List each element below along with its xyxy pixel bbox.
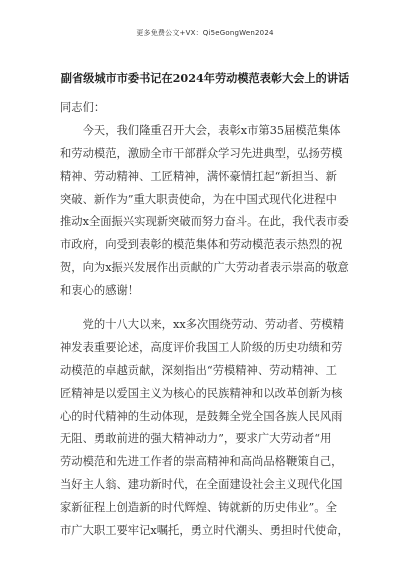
header-note: 更多免费公文+VX：Qi5eGongWen2024 <box>136 29 274 37</box>
paragraph-line: 推动x全面振兴实现新突破而努力奋斗。在此，我代表市委 <box>60 215 349 229</box>
paragraph-line: 突破、新作为”重大职责使命，为在中国式现代化进程中 <box>60 192 337 206</box>
paragraph-line: 贺，向为x振兴发展作出贡献的广大劳动者表示崇高的敬意 <box>60 261 349 275</box>
paragraph-line: 今天，我们隆重召开大会，表彰x市第35届模范集体 <box>60 123 341 137</box>
paragraph-line: 党的十八大以来，xx多次围绕劳动、劳动者、劳模精 <box>60 318 344 332</box>
paragraph-line: 市政府，向受到表彰的模范集体和劳动模范表示热烈的祝 <box>60 238 343 252</box>
paragraph-line: 精神、劳动精神、工匠精神，满怀豪情扛起“新担当、新 <box>60 169 337 183</box>
salutation: 同志们： <box>60 101 106 114</box>
paragraph-line: 当好主人翁、建功新时代，在全面建设社会主义现代化国 <box>60 478 343 492</box>
paragraph-line: 动模范的卓越贡献，深刻指出“劳模精神、劳动精神、工 <box>60 363 337 377</box>
paragraph-line: 和劳动模范，激励全市干部群众学习先进典型，弘扬劳模 <box>60 146 343 160</box>
paragraph-line: 神发表重要论述，高度评价我国工人阶级的历史功绩和劳 <box>60 340 343 354</box>
paragraph-gap <box>60 303 356 314</box>
paragraph-line: 和衷心的感谢！ <box>60 284 140 298</box>
paragraph-line: 心的时代精神的生动体现，是鼓舞全党全国各族人民风雨 <box>60 409 343 423</box>
paragraph <box>60 120 356 303</box>
paragraph-line: 家新征程上创造新的时代辉煌、铸就新的历史伟业”。全 <box>60 501 337 515</box>
paragraph-line: 无阻、勇敢前进的强大精神动力”，要求广大劳动者“用 <box>60 432 332 446</box>
paragraph <box>60 314 356 543</box>
document-body <box>60 97 356 543</box>
paragraph-line: 劳动模范和先进工作者的崇高精神和高尚品格鞭策自己， <box>60 455 343 469</box>
document-title: 副省级城市市委书记在2024年劳动模范表彰大会上的讲话 <box>60 71 350 85</box>
paragraph-line: 匠精神是以爱国主义为核心的民族精神和以改革创新为核 <box>60 386 343 400</box>
paragraph-line: 市广大职工要牢记x嘱托，勇立时代潮头、勇担时代使命， <box>60 524 349 538</box>
